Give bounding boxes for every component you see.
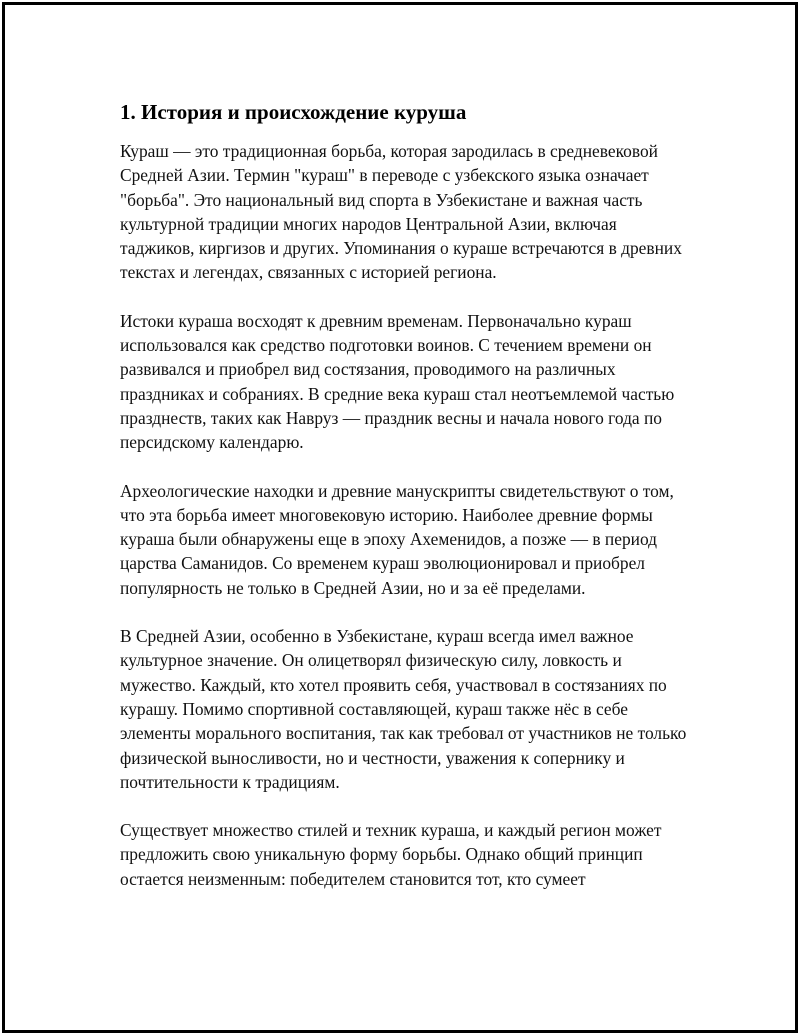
- paragraph-styles: Существует множество стилей и техник кураша, и каждый регион может предложить свою уникальную форму борьбы. Однако общий принцип остается неизменным: победителем становится тот, кто сумеет: [120, 820, 662, 889]
- paragraph-ancient-roots: Истоки кураша восходят к древним временам. Первоначально кураш использовался как средство подготовки воинов. С течением времени он развивался и приобрел вид состязания, проводимого на различных праздниках и собраниях. В средние века кураш стал неотъемлемой частью празднеств, таких как Навруз — праздник весны и начала нового года по персидскому календарю.: [120, 310, 675, 453]
- paragraph-cultural-significance: В Средней Азии, особенно в Узбекистане, кураш всегда имел важное культурное значение. Он олицетворял физическую силу, ловкость и мужество. Каждый, кто хотел проявить себя, участвовал в состязаниях по курашу. Помимо спортивной составляющей, кураш также нёс в себе элементы морального воспитания, так как требовал от участников не только физической выносливости, но и честности, уважения к сопернику и почтительности к традициям.: [120, 626, 687, 792]
- page-border: [2, 2, 798, 1033]
- document-body: [120, 99, 695, 915]
- paragraph-origin: Кураш — это традиционная борьба, которая зародилась в средневековой Средней Азии. Термин "кураш" в переводе с узбекского языка означает "борьба". Это национальный вид спорта в Узбекистане и важная часть культурной традиции многих народов Центральной Азии, включая таджиков, киргизов и других. Упоминания о кураше встречаются в древних текстах и легендах, связанных с историей региона.: [120, 141, 682, 283]
- paragraph-archaeology: Археологические находки и древние манускрипты свидетельствуют о том, что эта борьба имеет многовековую историю. Наиболее древние формы кураша были обнаружены еще в эпоху Ахеменидов, а позже — в период царства Саманидов. Со временем кураш эволюционировал и приобрел популярность не только в Средней Азии, но и за её пределами.: [120, 480, 674, 598]
- section-heading: 1. История и происхождение куруша: [120, 100, 467, 124]
